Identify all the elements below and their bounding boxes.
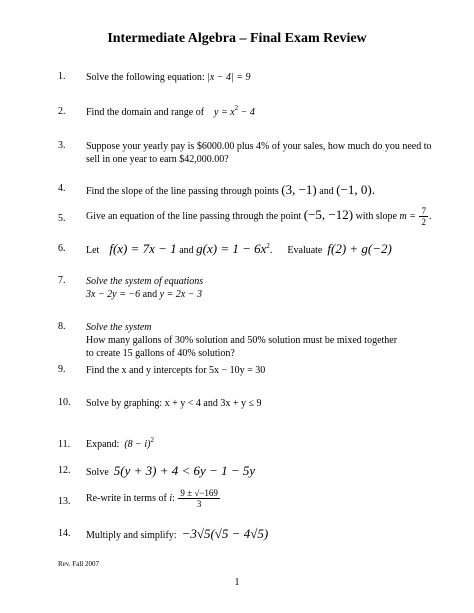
question-5-point: (−5, −12)	[303, 206, 354, 222]
question-2-math-b: − 4	[238, 107, 255, 118]
question-14-number: 14.	[58, 528, 71, 539]
revision-footer: Rev. Fall 2007	[58, 560, 99, 568]
question-6-expression: f(2) + g(−2)	[327, 241, 392, 256]
question-4-and: and	[319, 186, 334, 197]
question-12-number: 12.	[58, 465, 71, 476]
question-11-expression: (8 − i)	[124, 439, 151, 450]
question-8-line-2: How many gallons of 30% solution and 50% solution must be mixed together	[86, 335, 398, 346]
question-5-text: Give an equation of the line passing through the point	[86, 210, 302, 222]
question-6-g-exponent: 2	[266, 242, 270, 250]
question-4-text: Find the slope of the line passing through points	[86, 186, 279, 197]
question-11-exponent: 2	[150, 436, 155, 444]
question-8-line-3: to create 15 gallons of 40% solution?	[86, 348, 235, 359]
question-11-text: Expand:	[86, 439, 120, 450]
question-2-math-a: y = x	[214, 107, 235, 118]
question-6-evaluate: Evaluate	[287, 245, 323, 256]
question-7	[86, 275, 203, 301]
question-11-number: 11.	[58, 439, 71, 450]
question-10-number: 10.	[58, 397, 71, 408]
question-3-line-2: sell in one year to earn $42,000.00?	[86, 154, 229, 165]
page-title: Intermediate Algebra – Final Exam Review	[107, 31, 367, 46]
question-6-g-end: .	[269, 245, 273, 256]
question-5-fraction-numerator: 7	[421, 206, 426, 216]
question-2-number: 2.	[58, 106, 66, 117]
question-7-equation-2: y = 2x − 3	[159, 289, 202, 300]
question-1-number: 1.	[58, 71, 66, 82]
question-13-i: i	[169, 492, 173, 504]
question-5-fraction	[419, 206, 428, 227]
question-2-text: Find the domain and range of	[86, 107, 205, 118]
question-5-fraction-denominator: 2	[421, 217, 426, 227]
question-11	[86, 438, 154, 451]
question-13	[86, 488, 221, 509]
question-3-line-1: Suppose your yearly pay is $6000.00 plus 4% of your sales, how much do you need to	[86, 141, 432, 152]
question-6	[86, 242, 392, 257]
question-7-number: 7.	[58, 275, 66, 286]
question-4-number: 4.	[58, 183, 66, 194]
question-13-number: 13.	[58, 496, 71, 507]
question-13-fraction-numerator: 9 ± √−169	[180, 488, 218, 498]
question-6-let: Let	[86, 245, 100, 256]
question-10: Solve by graphing: x + y < 4 and 3x + y ≤ 9	[86, 398, 262, 409]
question-12-expression: 5(y + 3) + 4 < 6y − 1 − 5y	[113, 463, 256, 478]
question-14-expression: −3√5(√5 − 4√5)	[181, 526, 269, 541]
question-13-fraction	[178, 488, 219, 509]
question-4-point-1: (3, −1)	[281, 182, 317, 197]
question-13-colon: :	[172, 492, 175, 504]
question-14-text: Multiply and simplify:	[86, 530, 177, 541]
page-number: 1	[234, 577, 240, 588]
question-12	[86, 464, 255, 479]
question-5-end: .	[428, 210, 432, 222]
question-8	[86, 321, 397, 360]
question-5-slope-text: with slope	[355, 210, 397, 222]
question-1-math: |x − 4| = 9	[207, 72, 251, 83]
question-9-number: 9.	[58, 364, 66, 375]
question-3	[86, 140, 432, 166]
question-4	[86, 183, 375, 198]
question-1-text: Solve the following equation:	[86, 72, 205, 83]
question-7-equation-1: 3x − 2y = −6	[86, 289, 141, 300]
question-2-exponent: 2	[234, 104, 239, 112]
question-3-number: 3.	[58, 140, 66, 151]
question-6-and: and	[179, 245, 194, 256]
question-5-m: m =	[399, 210, 416, 222]
question-6-f: f(x) = 7x − 1	[109, 241, 177, 256]
question-2	[86, 106, 255, 119]
question-6-g: g(x) = 1 − 6x	[196, 241, 267, 256]
question-6-number: 6.	[58, 243, 66, 254]
question-9: Find the x and y intercepts for 5x − 10y = 30	[86, 365, 266, 376]
question-8-number: 8.	[58, 321, 66, 332]
question-12-text: Solve	[86, 467, 109, 478]
question-7-line-1: Solve the system of equations	[86, 276, 204, 287]
question-14	[86, 527, 268, 542]
question-1	[86, 71, 251, 84]
question-5-number: 5.	[58, 213, 66, 224]
question-13-text: Re-write in terms of	[86, 492, 167, 504]
question-4-point-2: (−1, 0).	[336, 182, 375, 197]
question-8-line-1: Solve the system	[86, 322, 152, 333]
question-7-and: and	[142, 289, 158, 300]
question-5	[86, 206, 431, 227]
question-13-fraction-denominator: 3	[196, 499, 202, 509]
